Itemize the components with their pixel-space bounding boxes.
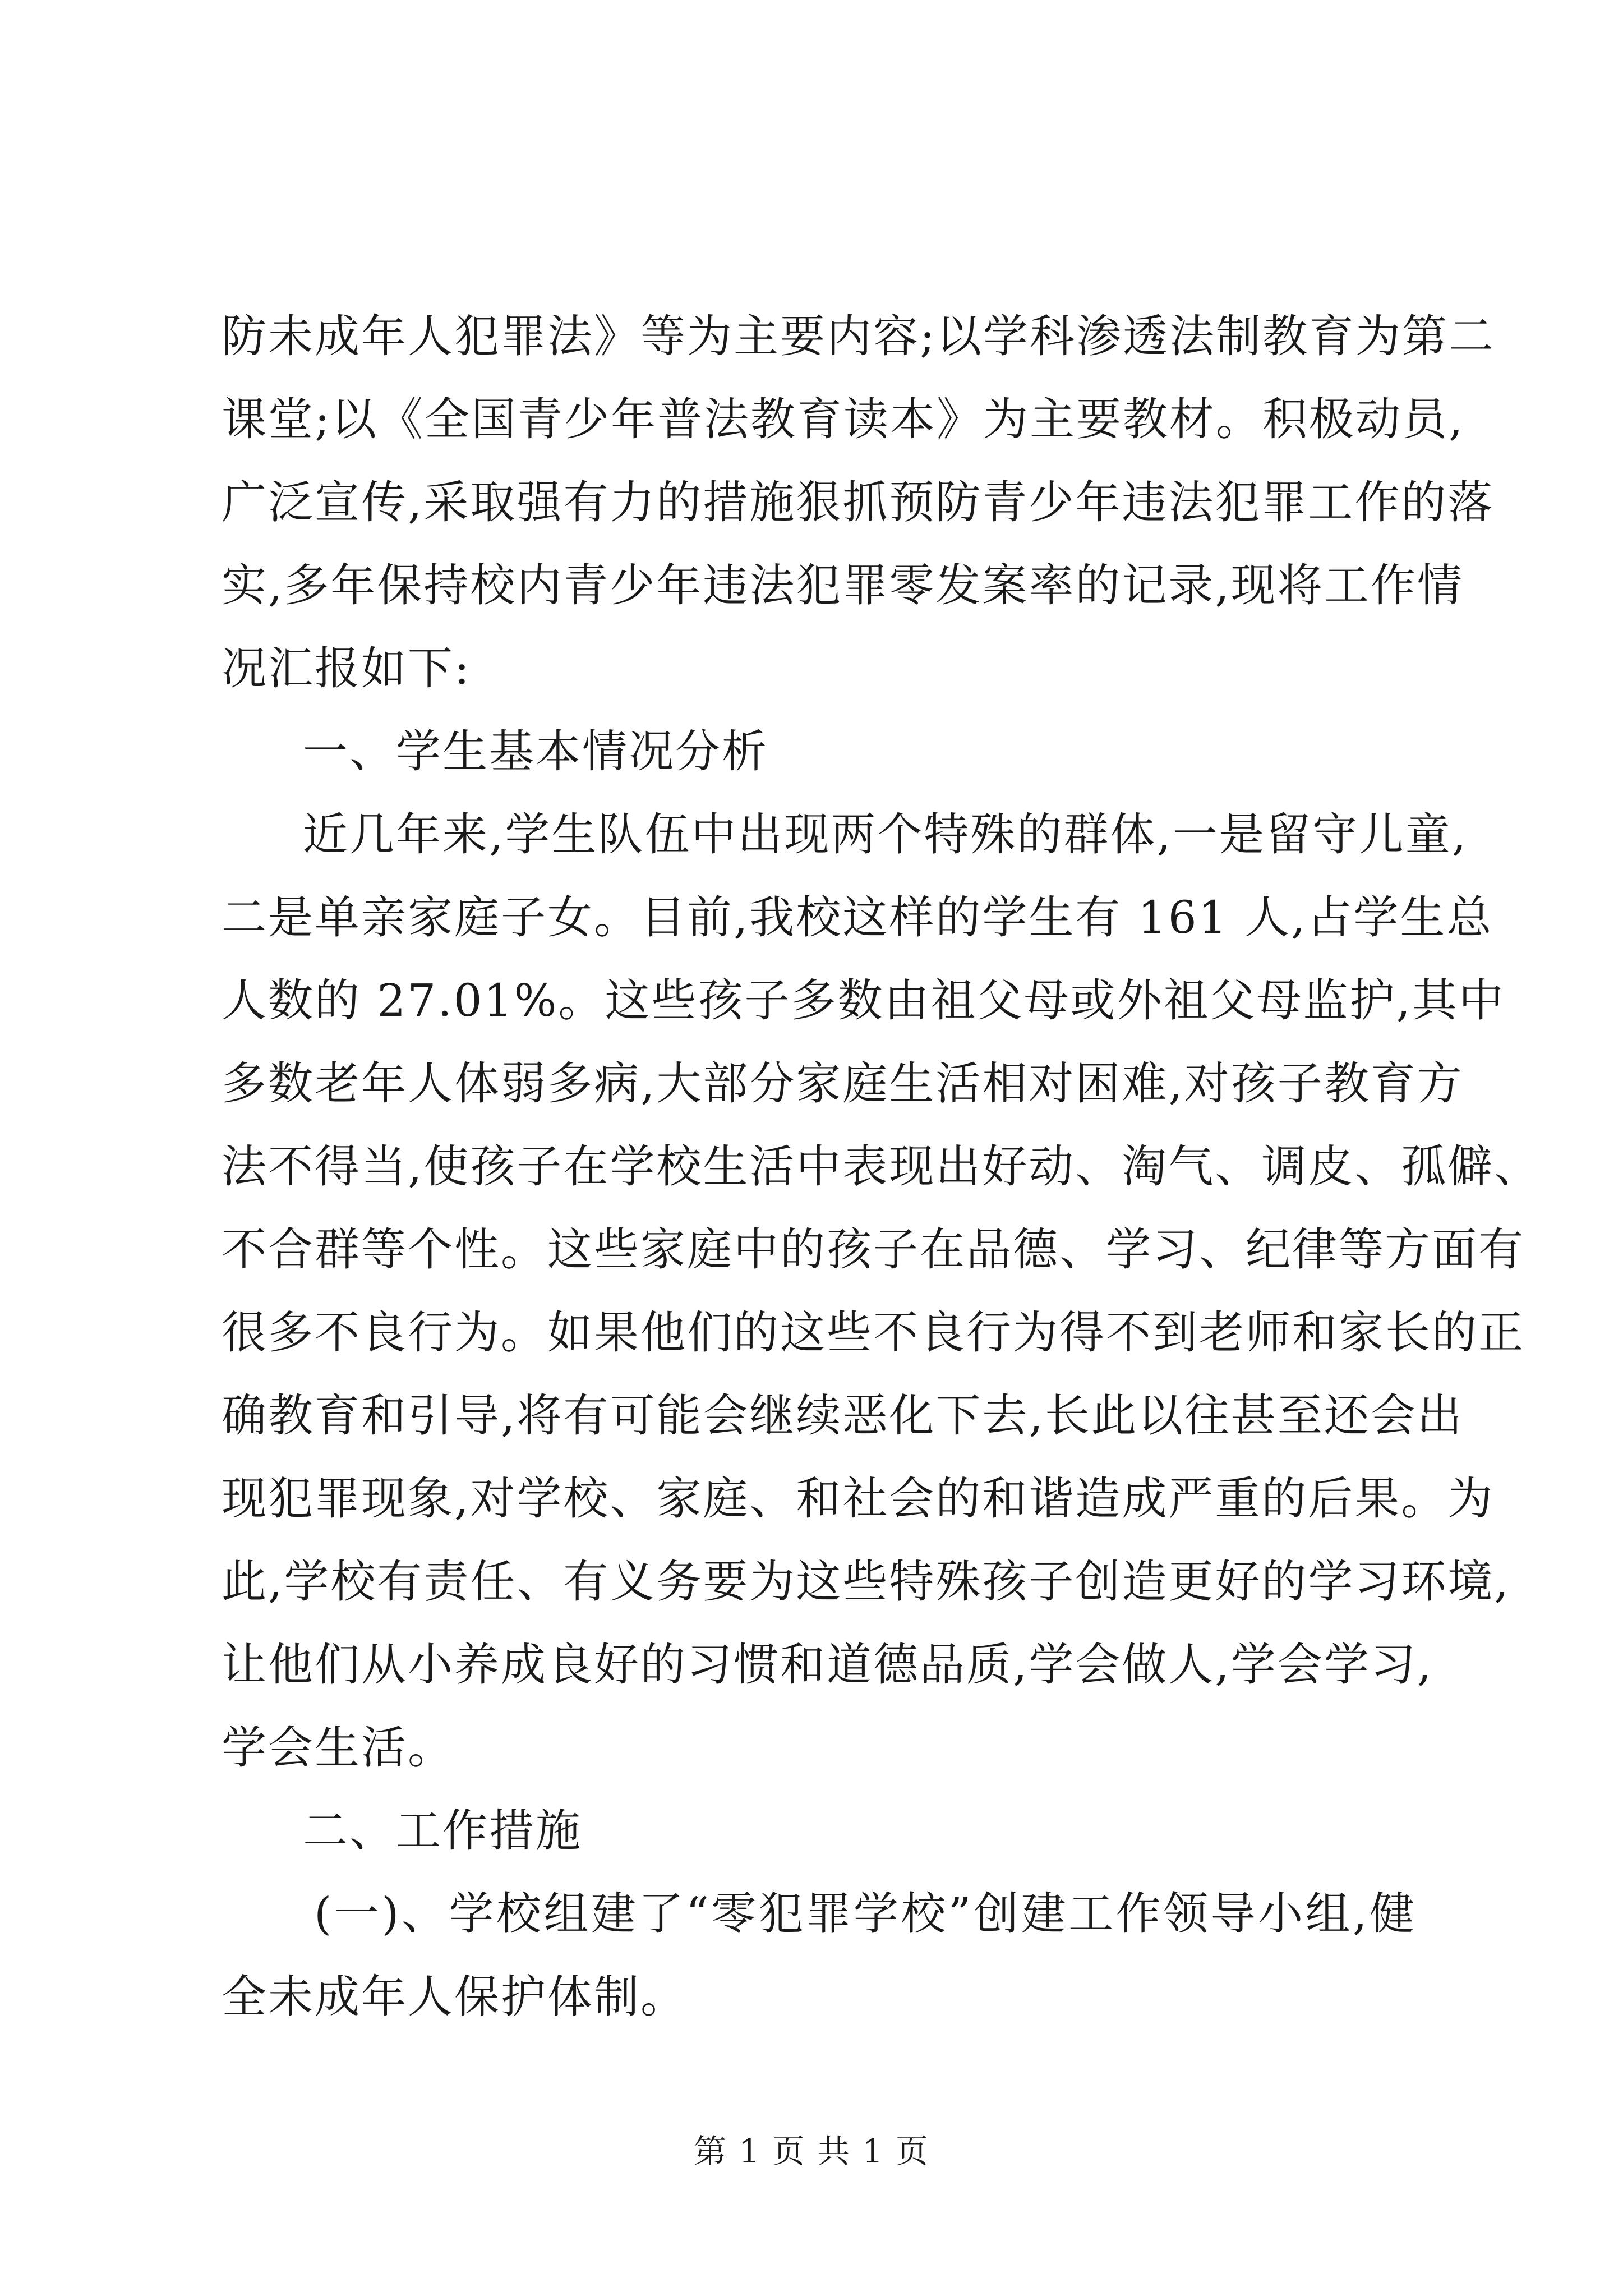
- text-line: 让他们从小养成良好的习惯和道德品质,学会做人,学会学习,: [222, 1639, 1433, 1691]
- section-heading: 一、学生基本情况分析: [303, 725, 768, 777]
- text-line: 学会生活。: [222, 1722, 454, 1774]
- text-line: 确教育和引导,将有可能会继续恶化下去,长此以往甚至还会出: [222, 1389, 1464, 1442]
- text-line: 人数的 27.01%。这些孩子多数由祖父母或外祖父母监护,其中: [222, 974, 1505, 1027]
- text-line: (一)、学校组建了“零犯罪学校”创建工作领导小组,健: [314, 1888, 1416, 1940]
- text-line: 不合群等个性。这些家庭中的孩子在品德、学习、纪律等方面有: [222, 1223, 1525, 1276]
- text-line: 况汇报如下:: [222, 642, 471, 694]
- text-line: 课堂;以《全国青少年普法教育读本》为主要教材。积极动员,: [222, 393, 1465, 445]
- text-line: 很多不良行为。如果他们的这些不良行为得不到老师和家长的正: [222, 1306, 1525, 1359]
- text-line: 法不得当,使孩子在学校生活中表现出好动、淘气、调皮、孤僻、: [222, 1140, 1541, 1193]
- text-line: 二是单亲家庭子女。目前,我校这样的学生有 161 人,占学生总: [222, 891, 1493, 944]
- text-line: 防未成年人犯罪法》等为主要内容;以学科渗透法制教育为第二: [222, 310, 1495, 362]
- text-line: 多数老年人体弱多病,大部分家庭生活相对困难,对孩子教育方: [222, 1057, 1464, 1110]
- page-footer: 第 1 页 共 1 页: [694, 2132, 929, 2170]
- text-line: 全未成年人保护体制。: [222, 1971, 687, 2023]
- text-line: 广泛宣传,采取强有力的措施狠抓预防青少年违法犯罪工作的落: [222, 476, 1495, 528]
- section-heading: 二、工作措施: [303, 1805, 582, 1857]
- text-line: 近几年来,学生队伍中出现两个特殊的群体,一是留守儿童,: [303, 808, 1468, 861]
- text-line: 现犯罪现象,对学校、家庭、和社会的和谐造成严重的后果。为: [222, 1473, 1495, 1525]
- text-line: 此,学校有责任、有义务要为这些特殊孩子创造更好的学习环境,: [222, 1556, 1510, 1608]
- text-line: 实,多年保持校内青少年违法犯罪零发案率的记录,现将工作情: [222, 559, 1464, 611]
